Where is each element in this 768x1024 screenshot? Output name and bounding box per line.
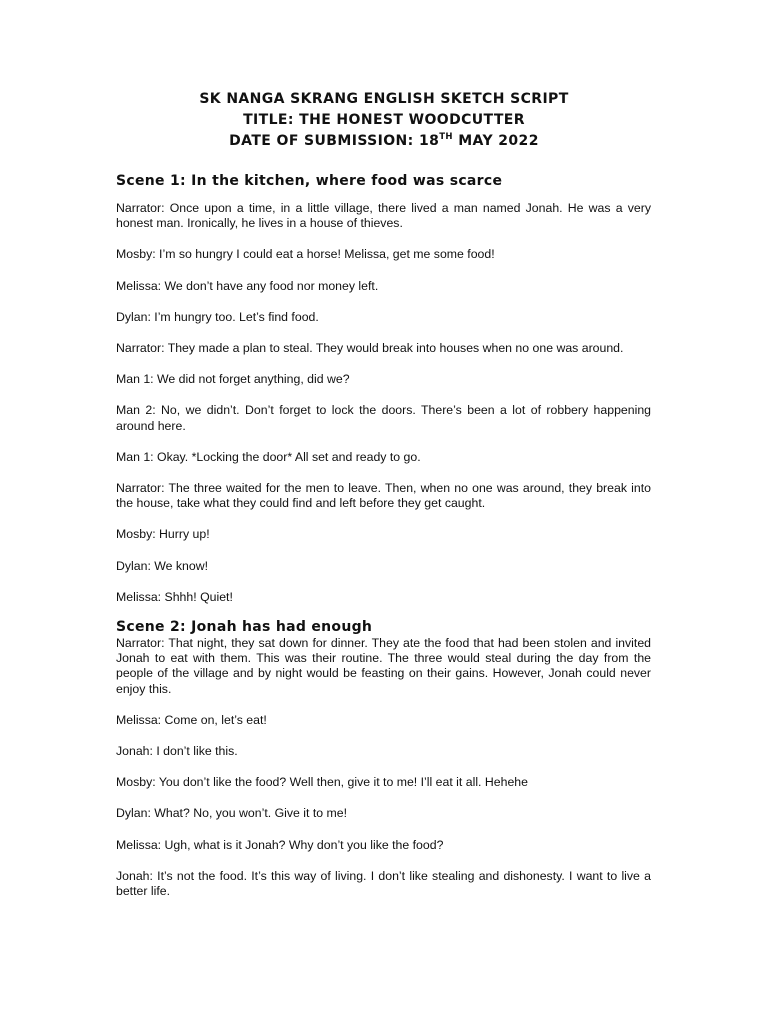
submission-date-superscript: TH: [439, 132, 453, 142]
script-line: Narrator: The three waited for the men to leave. Then, when no one was around, they break into the house, take what they could find and left before they get caught.: [116, 481, 651, 511]
script-line: Jonah: It’s not the food. It’s this way of living. I don’t like stealing and dishonesty. I want to live a better life.: [116, 868, 651, 899]
script-line: Mosby: You don’t like the food? Well then, give it to me! I’ll eat it all. Hehehe: [116, 775, 528, 790]
script-line: Melissa: Shhh! Quiet!: [116, 589, 233, 604]
sketch-title: TITLE: THE HONEST WOODCUTTER: [243, 112, 525, 128]
scene-2-heading: Scene 2: Jonah has had enough: [116, 619, 373, 636]
script-line: Melissa: Ugh, what is it Jonah? Why don’t you like the food?: [116, 837, 444, 852]
script-line: Narrator: That night, they sat down for dinner. They ate the food that had been stolen and invited Jonah to eat with them. This was their routine. The three would steal during the day from the people of the village and by night would be feasting on their gains. However, Jonah could never enjoy this.: [116, 636, 651, 696]
submission-date-prefix: DATE OF SUBMISSION: 18: [229, 133, 440, 149]
script-line: Dylan: We know!: [116, 558, 209, 573]
scene-1-body: [116, 201, 651, 605]
submission-date-suffix: MAY 2022: [452, 133, 539, 149]
script-line: Narrator: Once upon a time, in a little village, there lived a man named Jonah. He was a very honest man. Ironically, he lives in a house of thieves.: [116, 201, 651, 231]
submission-date: [0, 131, 768, 152]
script-line: Dylan: What? No, you won’t. Give it to me!: [116, 806, 347, 821]
script-body: [116, 172, 651, 915]
script-line: Dylan: I’m hungry too. Let’s find food.: [116, 309, 319, 324]
script-line: Jonah: I don’t like this.: [116, 744, 238, 759]
school-title: SK NANGA SKRANG ENGLISH SKETCH SCRIPT: [199, 91, 569, 107]
script-line: Narrator: They made a plan to steal. They would break into houses when no one was around.: [116, 341, 624, 356]
script-line: Mosby: I’m so hungry I could eat a horse! Melissa, get me some food!: [116, 247, 495, 262]
script-line: Mosby: Hurry up!: [116, 527, 210, 542]
script-line: Melissa: We don’t have any food nor money left.: [116, 278, 379, 293]
document-header: [0, 89, 768, 152]
script-line: Man 1: Okay. *Locking the door* All set and ready to go.: [116, 449, 421, 464]
script-line: Melissa: Come on, let’s eat!: [116, 712, 267, 727]
scene-1-heading: Scene 1: In the kitchen, where food was scarce: [116, 173, 503, 189]
script-line: Man 2: No, we didn’t. Don’t forget to lock the doors. There’s been a lot of robbery happening around here.: [116, 403, 651, 433]
scene-2-body: [116, 636, 651, 899]
script-line: Man 1: We did not forget anything, did we?: [116, 372, 350, 387]
